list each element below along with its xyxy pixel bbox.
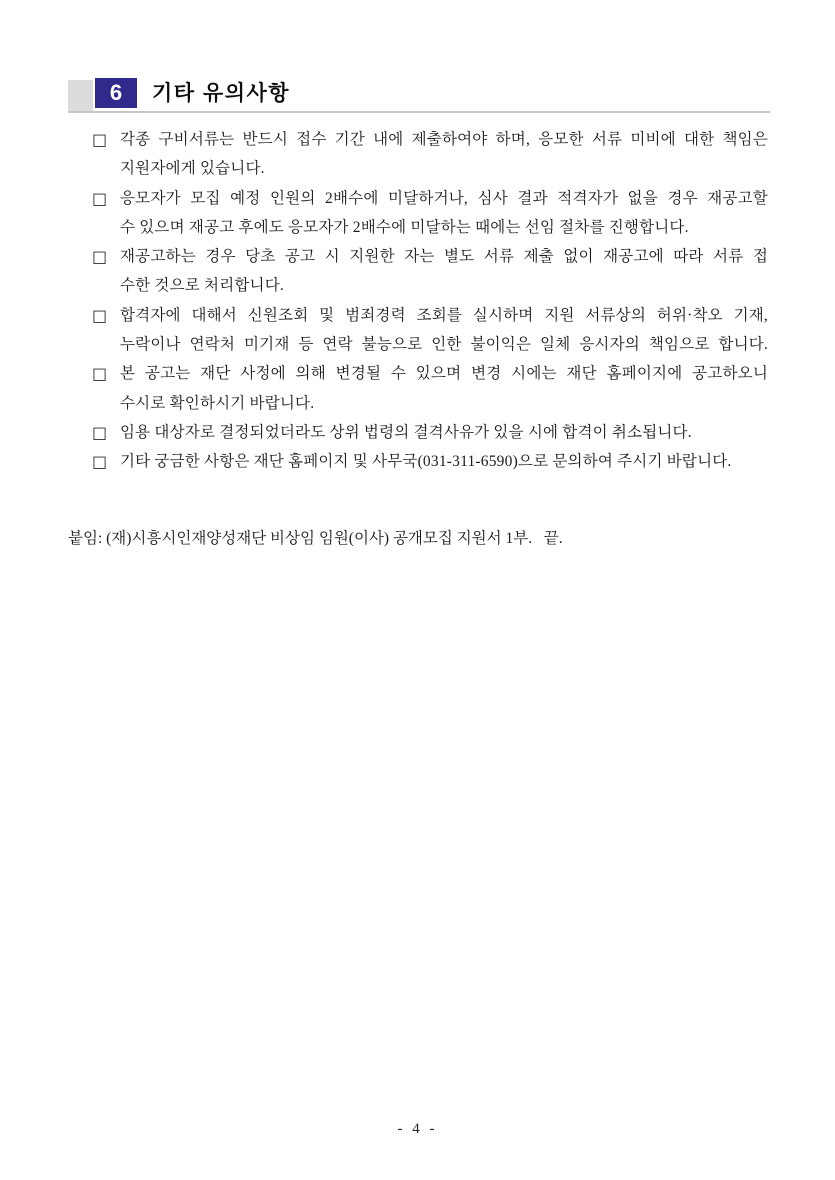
note-text — [120, 447, 768, 476]
note-item — [92, 418, 768, 447]
checkbox-icon: □ — [92, 188, 108, 208]
checkbox-icon: □ — [92, 130, 108, 149]
checkbox-icon: □ — [92, 452, 108, 472]
section-number-badge: 6 — [95, 78, 137, 108]
note-text-line: 본 공고는 재단 사정에 의해 변경될 수 있으며 변경 시에는 재단 홈페이지에 공고하오니 — [120, 365, 768, 383]
note-text-line: 각종 구비서류는 반드시 접수 기간 내에 제출하여야 하며, 응모한 서류 미비에 대한 책임은 — [120, 131, 768, 148]
checkbox-icon: □ — [92, 305, 108, 325]
note-text — [120, 301, 768, 360]
checkbox-icon: □ — [92, 364, 108, 384]
note-text-line: 응모자가 모집 예정 인원의 2배수에 미달하거나, 심사 결과 적격자가 없을 경우 재공고할 — [120, 189, 768, 207]
attachment-note: 붙임: (재)시흥시인재양성재단 비상임 임원(이사) 공개모집 지원서 1부. 끝. — [68, 530, 563, 547]
note-text — [120, 125, 768, 184]
header-underline — [68, 111, 770, 113]
note-item — [92, 184, 768, 243]
page-number: - 4 - — [397, 1121, 438, 1137]
note-text-line: 지원자에게 있습니다. — [120, 160, 265, 178]
note-text-line: 누락이나 연락처 미기재 등 연락 불능으로 인한 불이익은 일체 응시자의 책임으로 합니다. — [120, 336, 768, 354]
section-title: 기타 유의사항 — [152, 82, 291, 105]
note-text — [120, 242, 768, 301]
note-text-line: 기타 궁금한 사항은 재단 홈페이지 및 사무국(031-311-6590)으로 문의하여 주시기 바랍니다. — [120, 453, 732, 471]
note-item — [92, 359, 768, 418]
note-item — [92, 301, 768, 360]
note-text — [120, 418, 768, 447]
note-text-line: 합격자에 대해서 신원조회 및 범죄경력 조회를 실시하며 지원 서류상의 허위·착오 기재, — [120, 306, 768, 324]
notes-list — [92, 125, 768, 477]
checkbox-icon: □ — [92, 422, 108, 442]
note-text-line: 수시로 확인하시기 바랍니다. — [120, 394, 315, 412]
note-item — [92, 447, 768, 476]
note-item — [92, 125, 768, 184]
note-item — [92, 242, 768, 301]
note-text-line: 수 있으며 재공고 후에도 응모자가 2배수에 미달하는 때에는 선임 절차를 진행합니다. — [120, 218, 689, 236]
checkbox-icon: □ — [92, 247, 108, 267]
note-text-line: 수한 것으로 처리합니다. — [120, 277, 284, 295]
section-header — [68, 78, 770, 111]
header-accent-strip — [68, 80, 93, 111]
note-text — [120, 359, 768, 418]
note-text-line: 임용 대상자로 결정되었더라도 상위 법령의 결격사유가 있을 시에 합격이 취소됩니다. — [120, 423, 692, 441]
note-text-line: 재공고하는 경우 당초 공고 시 지원한 자는 별도 서류 제출 없이 재공고에 따라 서류 접 — [120, 248, 768, 266]
note-text — [120, 184, 768, 243]
